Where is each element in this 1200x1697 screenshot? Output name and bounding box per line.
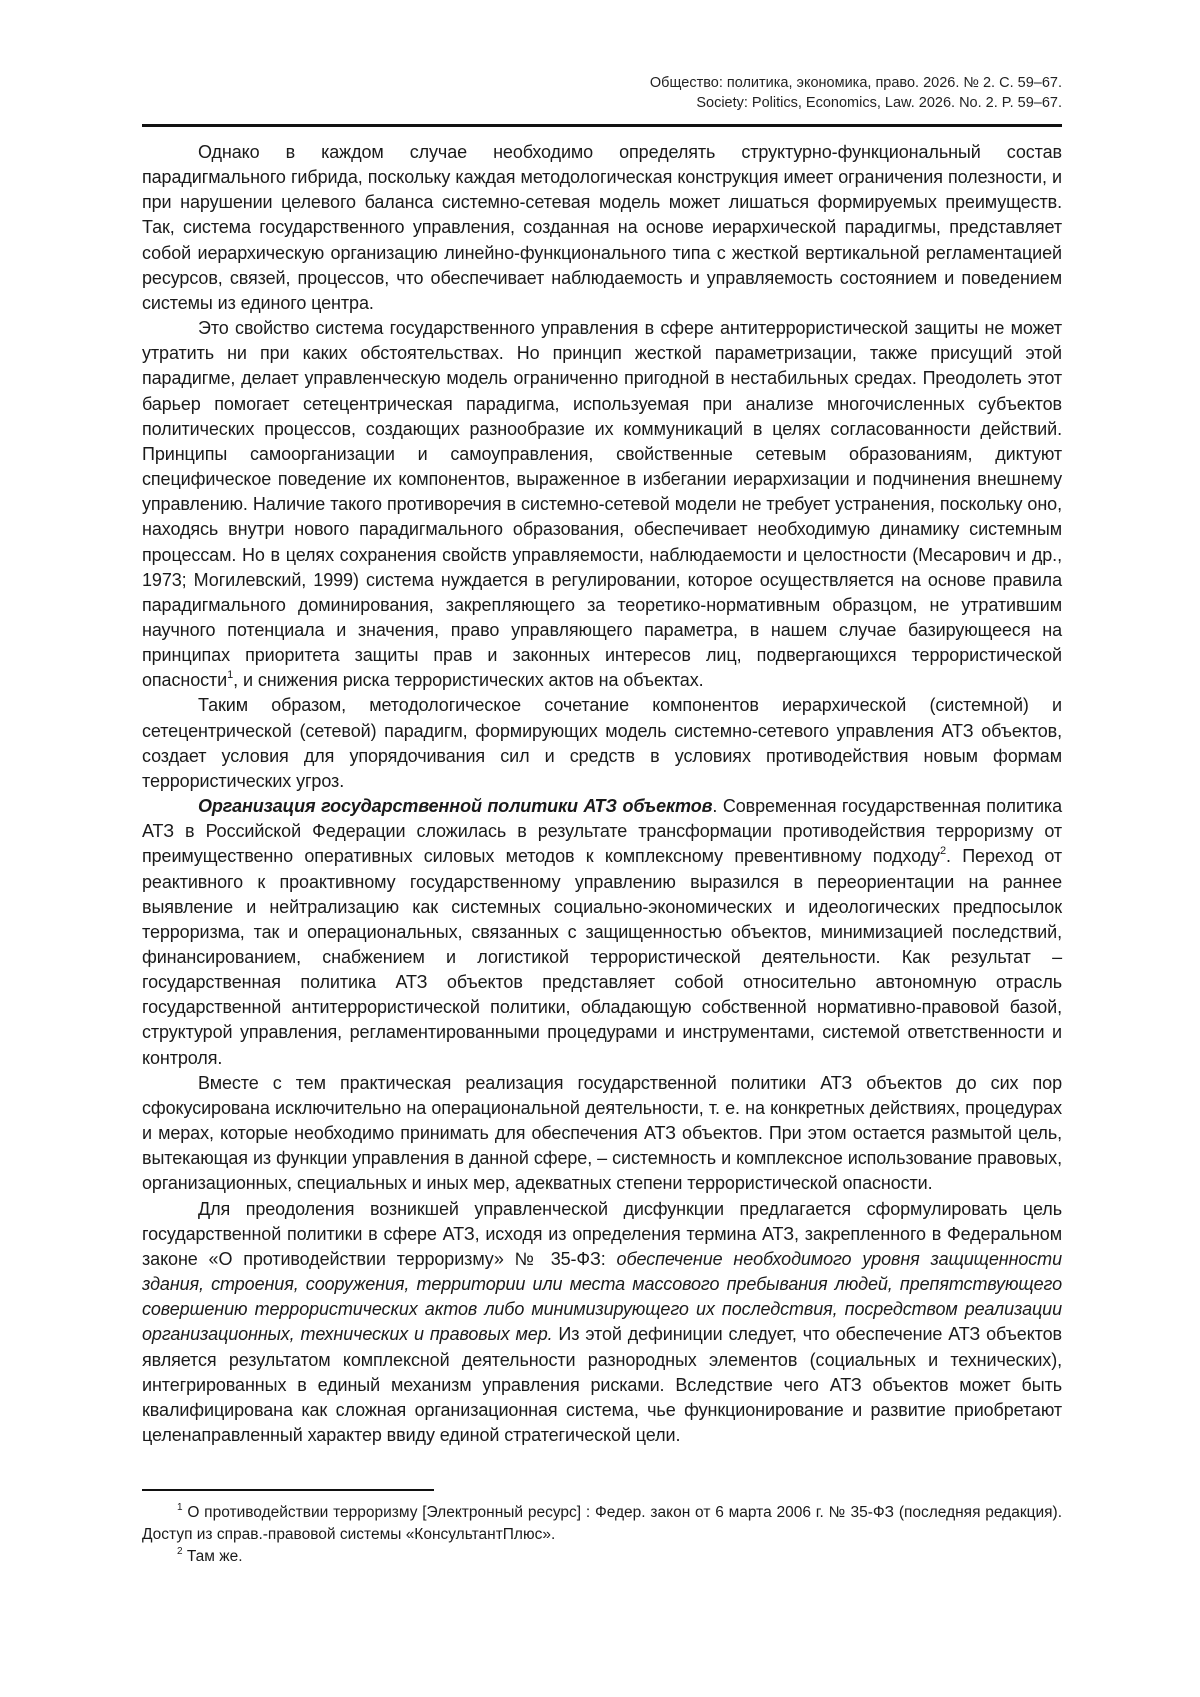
footnotes	[142, 1502, 1062, 1568]
footnote-ref-2[interactable]: 2	[939, 845, 946, 858]
footnote-2-mark: 2	[177, 1545, 183, 1557]
article-body	[142, 140, 1062, 1448]
footnote-2-text: Там же.	[182, 1548, 243, 1565]
footnote-1-mark: 1	[177, 1501, 183, 1513]
paragraph-6-tail: Из этой дефиниции следует, что обеспечение АТЗ объектов является результатом комплексной деятельности разнородных элементов (социальных и технических), интегрированных в единый механизм управления рисками. Вследствие чего АТЗ объектов может быть квалифицирована как сложная организационная система, чье функционирование и развитие приобретают целенаправленный характер ввиду единой стратегической цели.	[142, 1324, 1062, 1445]
header-citation-ru: Общество: политика, экономика, право. 2026. № 2. С. 59–67.	[649, 75, 1062, 91]
atz-definition-quote: обеспечение необходимого уровня защищенности здания, строения, сооружения, территории или места массового пребывания людей, препятствующего совершению террористических актов либо минимизирующего их последствия, посредством реализации организационных, технических и правовых мер.	[142, 1248, 1062, 1345]
paragraph-4-text: . Современная государственная политика АТЗ в Российской Федерации сложилась в результате трансформации противодействия терроризму от преимущественно оперативных силовых методов к комплексному превентивному подходу	[142, 796, 1062, 867]
paragraph-2	[142, 316, 1062, 693]
paragraph-2-tail: , и снижения риска террористических актов на объектах.	[233, 670, 704, 691]
footnote-ref-1[interactable]: 1	[227, 669, 234, 682]
paragraph-1: Однако в каждом случае необходимо определять структурно-функциональный состав парадигмального гибрида, поскольку каждая методологическая конструкция имеет ограничения полезности, и при нарушении целевого баланса системно-сетевая модель может лишаться формируемых преимуществ. Так, система государственного управления, созданная на основе иерархической парадигмы, представляет собой иерархическую организацию линейно-функционального типа с жесткой вертикальной регламентацией ресурсов, связей, процессов, что обеспечивает наблюдаемость и управляемость состоянием и поведением системы из единого центра.	[142, 142, 1062, 313]
paragraph-4-tail: . Переход от реактивного к проактивному государственному управлению выразился в переориентации на раннее выявление и нейтрализацию как системных социально-экономических и идеологических предпосылок терроризма, так и операциональных, связанных с защищенностью объектов, минимизацией последствий, финансированием, снабжением и логистикой террористической деятельности. Как результат – государственная политика АТЗ объектов представляет собой относительно автономную отрасль государственной антитеррористической политики, обладающую собственной нормативно-правовой базой, структурой управления, регламентированными процедурами и инструментами, системой ответственности и контроля.	[142, 846, 1063, 1068]
header-rule	[142, 124, 1062, 127]
footnote-rule	[142, 1489, 434, 1491]
header-citation-en: Society: Politics, Economics, Law. 2026. No. 2. P. 59–67.	[696, 95, 1062, 111]
paragraph-3: Таким образом, методологическое сочетание компонентов иерархической (системной) и сетецентрической (сетевой) парадигм, формирующих модель системно-сетевого управления АТЗ объектов, создает условия для упорядочивания сил и средств в условиях противодействия новым формам террористических угроз.	[142, 695, 1062, 791]
section-lead-heading: Организация государственной политики АТЗ объектов	[198, 796, 713, 817]
footnote-1	[142, 1502, 1062, 1546]
paragraph-2-text: Это свойство система государственного управления в сфере антитеррористической защиты не может утратить ни при каких обстоятельствах. Но принцип жесткой параметризации, также присущий этой парадигме, делает управленческую модель ограниченно пригодной в нестабильных средах. Преодолеть этот барьер помогает сетецентрическая парадигма, используемая при анализе многочисленных субъектов политических процессов, создающих разнообразие их коммуникаций в целях согласованности действий. Принципы самоорганизации и самоуправления, свойственные сетевым образованиям, диктуют специфическое поведение их компонентов, выраженное в избегании иерархизации и подчинения внешнему управлению. Наличие такого противоречия в системно-сетевой модели не требует устранения, поскольку оно, находясь внутри нового парадигмального образования, обеспечивает необходимую динамику системным процессам. Но в целях сохранения свойств управляемости, наблюдаемости и целостности (Месарович и др., 1973; Могилевский, 1999) система нуждается в регулировании, которое осуществляется на основе правила парадигмального доминирования, закрепляющего за теоретико-нормативным образцом, не утратившим научного потенциала и значения, право управляющего параметра, в нашем случае базирующееся на принципах приоритета защиты прав и законных интересов лиц, подвергающихся террористической опасности	[142, 318, 1062, 691]
footnote-1-text: О противодействии терроризму [Электронный ресурс] : Федер. закон от 6 марта 2006 г. № 35-ФЗ (последняя редакция). Доступ из справ.-правовой системы «КонсультантПлюс».	[142, 1504, 1062, 1543]
paragraph-6-text: Для преодоления возникшей управленческой дисфункции предлагается сформулировать цель государственной политики в сфере АТЗ, исходя из определения термина АТЗ, закрепленного в Федеральном законе «О противодействии терроризму» № 35-ФЗ:	[142, 1198, 1062, 1269]
paragraph-5: Вместе с тем практическая реализация государственной политики АТЗ объектов до сих пор сфокусирована исключительно на операциональной деятельности, т. е. на конкретных действиях, процедурах и мерах, которые необходимо принимать для обеспечения АТЗ объектов. При этом остается размытой цель, вытекающая из функции управления в данной сфере, – системность и комплексное использование правовых, организационных, специальных и иных мер, адекватных степени террористической опасности.	[142, 1072, 1062, 1194]
running-header	[600, 73, 1062, 113]
paragraph-4	[142, 794, 1062, 1071]
paragraph-6	[142, 1197, 1062, 1449]
footnote-2	[142, 1546, 1062, 1568]
